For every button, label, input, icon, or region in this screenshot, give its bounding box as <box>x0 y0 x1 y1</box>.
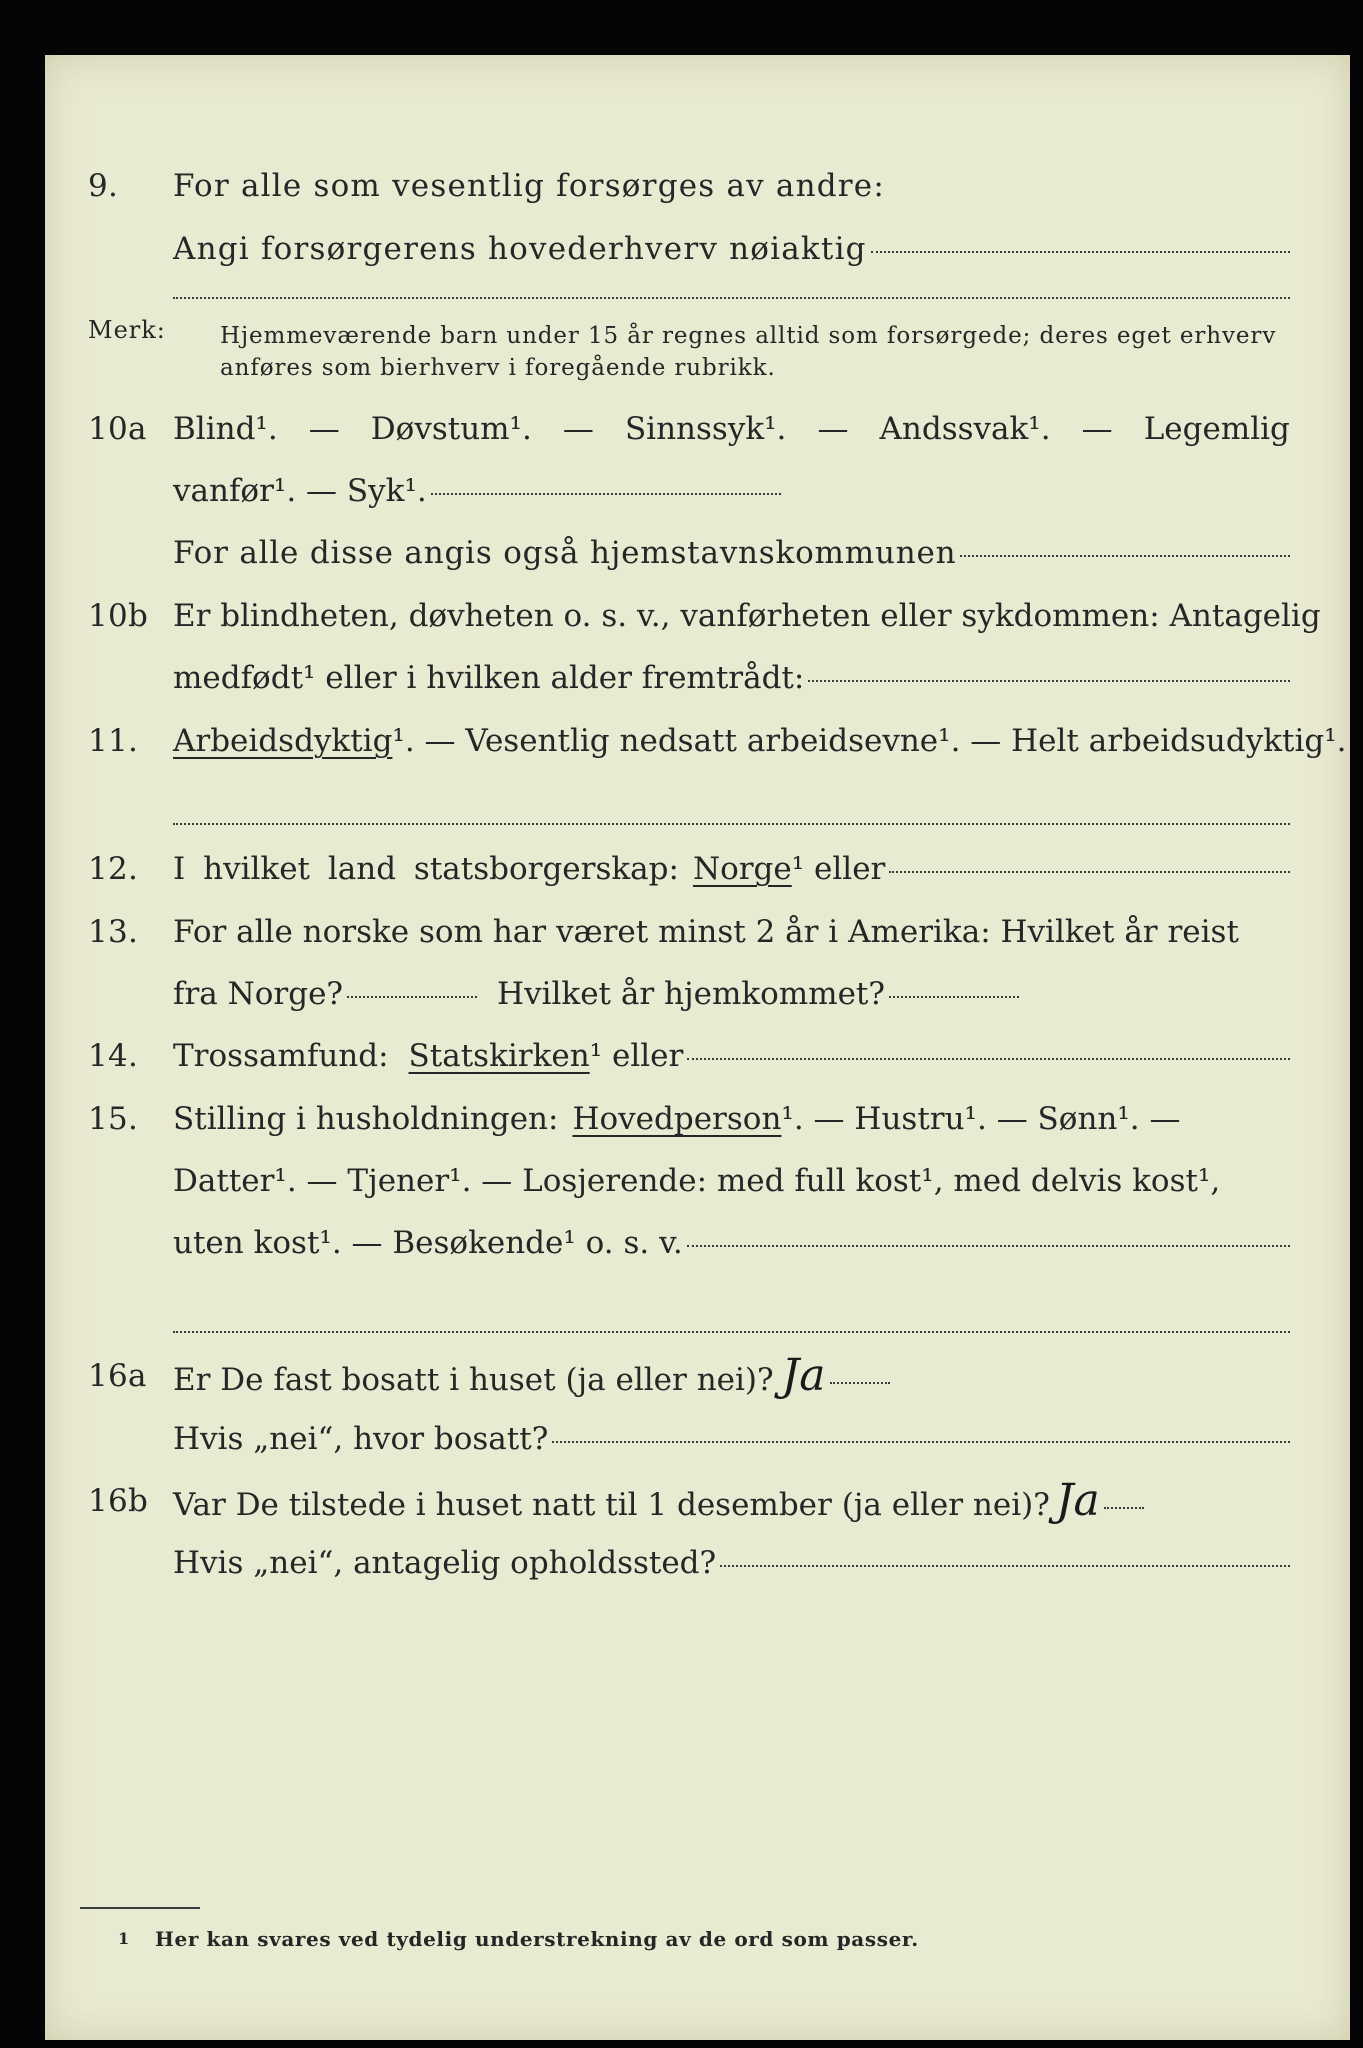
dash: — <box>562 411 594 447</box>
q9-line2 <box>45 218 1350 280</box>
q11-options: ¹. — Vesentlig nedsatt arbeidsevne¹. — Helt arbeidsudyktig¹. <box>392 723 1347 759</box>
q14-number: 14. <box>88 1038 139 1074</box>
q14-eller: ¹ eller <box>589 1038 684 1074</box>
q11-line <box>45 710 1350 772</box>
q16a-number: 16a <box>88 1358 147 1394</box>
q9-answer-line[interactable] <box>871 251 1290 253</box>
q12-line <box>45 838 1350 900</box>
q10b-line1 <box>45 585 1350 647</box>
q16b-question: Var De tilstede i huset natt til 1 desember (ja eller nei)? <box>173 1487 1050 1523</box>
q16a-line1 <box>45 1345 1350 1407</box>
q14-answer-line[interactable] <box>687 1058 1290 1060</box>
q9-extra-answer-line[interactable] <box>173 297 1290 299</box>
q15-line2 <box>45 1150 1350 1212</box>
opt-norge-underlined: Norge <box>692 851 792 887</box>
q10a-line2 <box>45 460 1350 522</box>
q16a-handwritten-answer: Ja <box>781 1350 826 1401</box>
q15-line1 <box>45 1088 1350 1150</box>
hjemstavn-label: For alle disse angis også hjemstavnskommunen <box>173 535 957 571</box>
opt-vanfor-syk: vanfør¹. — Syk¹. <box>173 473 427 509</box>
q15-extra-answer-line[interactable] <box>173 1331 1290 1333</box>
q9-number: 9. <box>88 168 119 204</box>
q10a-syk-answer-line[interactable] <box>431 493 781 495</box>
q14-label: Trossamfund: <box>173 1038 389 1074</box>
q16b-number: 16b <box>88 1483 149 1519</box>
opt-dovstum: Døvstum¹. <box>370 411 532 447</box>
q16b-answer-line[interactable] <box>1104 1507 1144 1509</box>
q9-question: For alle som vesentlig forsørges av andre: <box>173 168 885 204</box>
q10a-line1 <box>45 398 1350 460</box>
footnote-mark: 1 <box>118 1929 130 1948</box>
q10b-answer-line[interactable] <box>808 680 1290 682</box>
q13-number: 13. <box>88 914 139 950</box>
merk-label: Merk: <box>88 316 166 344</box>
opt-sinnssyk: Sinnssyk¹. <box>624 411 787 447</box>
footnote-rule <box>80 1907 200 1909</box>
q15-number: 15. <box>88 1101 139 1137</box>
opt-andssvak: Andssvak¹. <box>879 411 1051 447</box>
q14-line <box>45 1025 1350 1087</box>
q16a-bosatt-answer-line[interactable] <box>552 1441 1290 1443</box>
q13-question: For alle norske som har været minst 2 år i Amerika: Hvilket år reist <box>173 914 1239 950</box>
q15-options-1: ¹. — Hustru¹. — Sønn¹. — <box>781 1101 1181 1137</box>
reist-answer-line[interactable] <box>347 996 477 998</box>
q10a-number: 10a <box>88 411 147 447</box>
q13-line1 <box>45 901 1350 963</box>
q10b-alder-label: medfødt¹ eller i hvilken alder fremtrådt: <box>173 660 805 696</box>
footnote-text: Her kan svares ved tydelig understrekning av de ord som passer. <box>155 1927 919 1951</box>
q16b-opholdssted-label: Hvis „nei“, antagelig opholdssted? <box>173 1545 717 1581</box>
q16b-handwritten-answer: Ja <box>1055 1475 1100 1526</box>
q10b-question: Er blindheten, døvheten o. s. v., vanførheten eller sykdommen: Antagelig <box>173 598 1321 634</box>
opt-legemlig: Legemlig <box>1143 411 1290 447</box>
opt-hovedperson-underlined: Hovedperson <box>572 1101 782 1137</box>
q11-answer-line[interactable] <box>173 823 1290 825</box>
q9-hovederhverv-label: Angi forsørgerens hovederhverv nøiaktig <box>173 231 867 267</box>
q15-label: Stilling i husholdningen: <box>173 1101 559 1137</box>
dash: — <box>1081 411 1113 447</box>
q12-number: 12. <box>88 851 139 887</box>
q10a-line3 <box>45 522 1350 584</box>
hjemkommet-label: Hvilket år hjemkommet? <box>497 976 886 1012</box>
q12-answer-line[interactable] <box>889 871 1290 873</box>
reist-label: fra Norge? <box>173 976 344 1012</box>
q15-line3 <box>45 1212 1350 1274</box>
opt-statskirken-underlined: Statskirken <box>408 1038 590 1074</box>
census-form <box>45 55 1350 2040</box>
q12-eller: ¹ eller <box>791 851 886 887</box>
hjemstavn-answer-line[interactable] <box>960 555 1290 557</box>
dash: — <box>817 411 849 447</box>
merk-text-1: Hjemmeværende barn under 15 år regnes alltid som forsørgede; deres eget erhverv <box>220 323 1277 349</box>
q10b-line2 <box>45 647 1350 709</box>
q16a-answer-line[interactable] <box>830 1382 890 1384</box>
q16a-question: Er De fast bosatt i huset (ja eller nei)? <box>173 1362 774 1398</box>
opt-arbeidsdyktig-underlined: Arbeidsdyktig <box>173 723 393 759</box>
q15-answer-line[interactable] <box>687 1245 1290 1247</box>
q11-number: 11. <box>88 723 139 759</box>
q12-question: I hvilket land statsborgerskap: <box>173 851 679 887</box>
q16a-line2 <box>45 1408 1350 1470</box>
q16b-line1 <box>45 1470 1350 1532</box>
merk-text-2: anføres som bierhverv i foregående rubrikk. <box>220 355 776 381</box>
q10b-number: 10b <box>88 598 149 634</box>
dash: — <box>308 411 340 447</box>
q15-options-3: uten kost¹. — Besøkende¹ o. s. v. <box>173 1225 683 1261</box>
opt-blind: Blind¹. <box>173 411 278 447</box>
q15-options-2: Datter¹. — Tjener¹. — Losjerende: med full kost¹, med delvis kost¹, <box>173 1163 1221 1199</box>
q16a-bosatt-label: Hvis „nei“, hvor bosatt? <box>173 1421 549 1457</box>
hjemkommet-answer-line[interactable] <box>889 996 1019 998</box>
q13-line2 <box>45 963 1350 1025</box>
q9-line1 <box>45 155 1350 217</box>
q16b-line2 <box>45 1532 1350 1594</box>
q16b-opholdssted-answer-line[interactable] <box>720 1565 1290 1567</box>
